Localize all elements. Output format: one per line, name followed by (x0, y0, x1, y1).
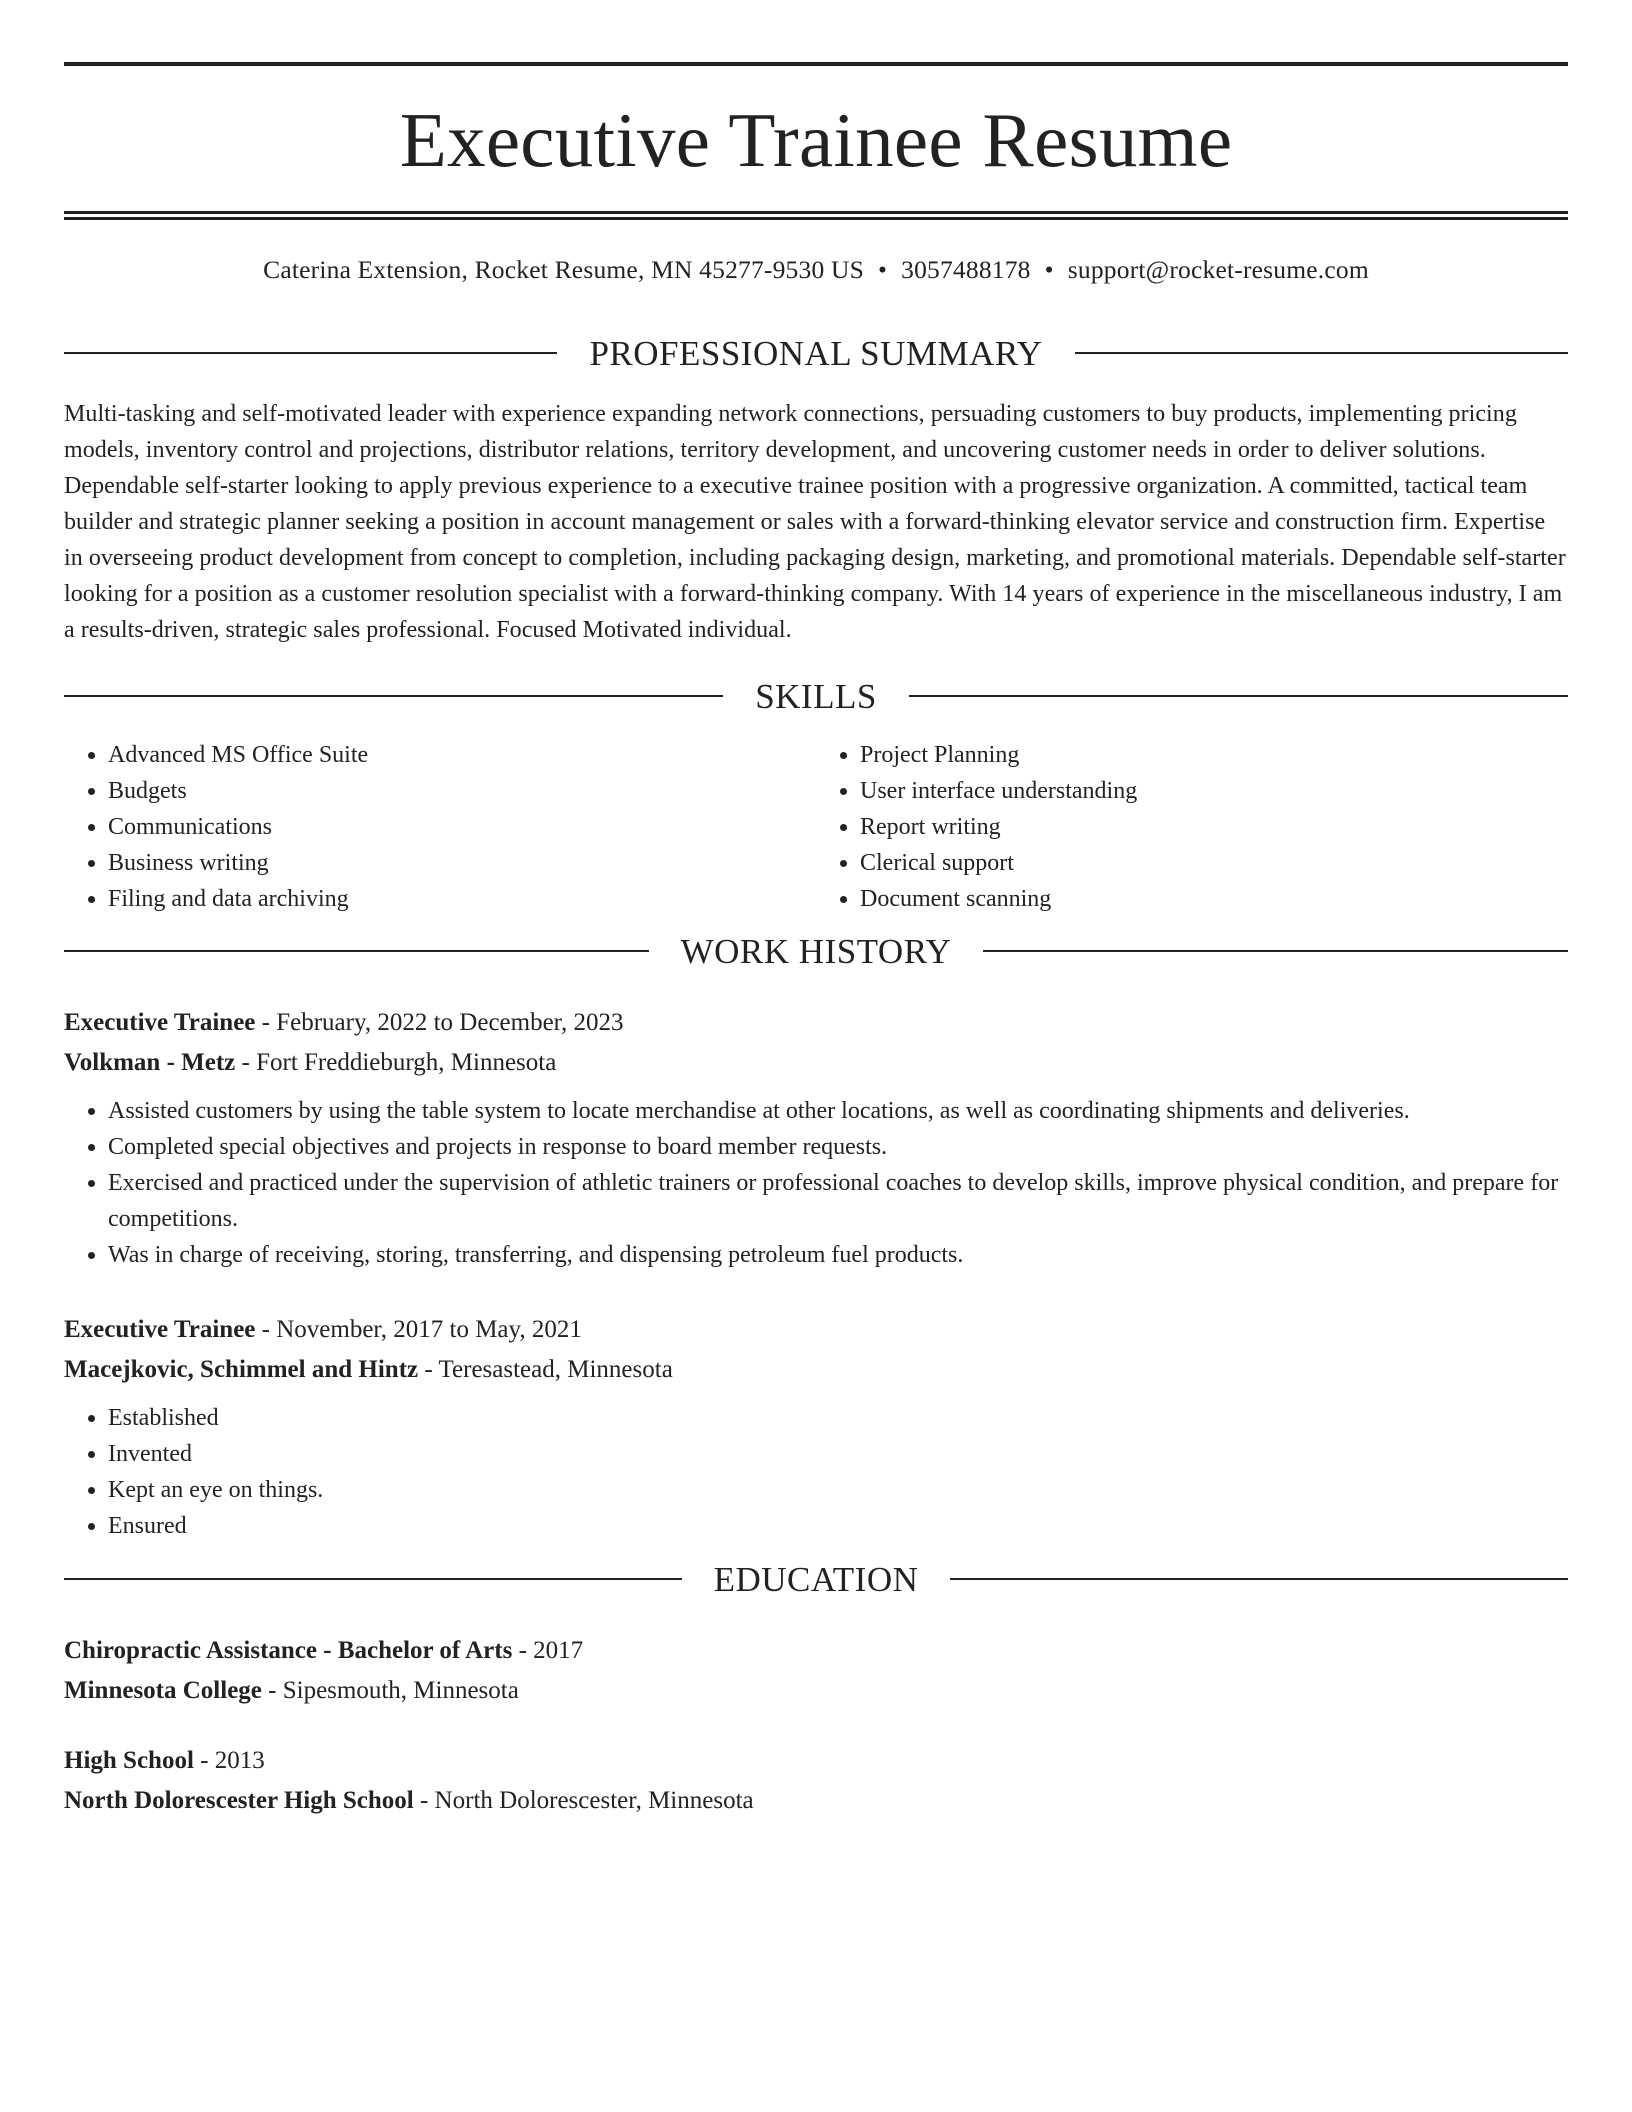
skills-section-heading (64, 676, 1568, 716)
skill-item: • Report writing (860, 809, 1568, 845)
heading-rule-right (950, 1578, 1568, 1580)
education-section-heading (64, 1559, 1568, 1599)
skills-list-left (64, 737, 816, 917)
education-year: - 2013 (193, 1746, 265, 1774)
job-company: Volkman - Metz (64, 1048, 236, 1076)
education-degree: High School (64, 1746, 194, 1774)
skills-columns (64, 737, 1568, 917)
skill-item: • Project Planning (860, 737, 1568, 773)
heading-rule-right (909, 695, 1568, 697)
skill-item: • User interface understanding (860, 773, 1568, 809)
education-location: - Sipesmouth, Minnesota (261, 1676, 519, 1704)
top-rule (64, 62, 1568, 66)
education-school-line (64, 1671, 1568, 1711)
heading-rule-left (64, 695, 723, 697)
title-double-rule (64, 211, 1568, 220)
job-bullets (64, 1400, 1568, 1544)
education-entry (64, 1631, 1568, 1711)
job-title: Executive Trainee (64, 1315, 256, 1343)
job-entry (64, 1003, 1568, 1273)
contact-separator: • (1044, 255, 1054, 284)
contact-separator: • (877, 255, 888, 284)
job-title-line (64, 1310, 1568, 1350)
work-heading-label: WORK HISTORY (680, 931, 952, 971)
heading-rule-right (983, 950, 1568, 952)
job-company-line (64, 1350, 1568, 1390)
job-location: - Teresastead, Minnesota (418, 1355, 673, 1383)
skills-list-right (816, 737, 1568, 917)
skill-item: • Clerical support (860, 845, 1568, 881)
education-degree-line (64, 1631, 1568, 1671)
skills-heading-label: SKILLS (755, 676, 877, 716)
summary-heading-label: PROFESSIONAL SUMMARY (589, 333, 1043, 373)
skill-item: • Advanced MS Office Suite (108, 737, 816, 773)
job-title-line (64, 1003, 1568, 1043)
job-bullet: • Was in charge of receiving, storing, transferring, and dispensing petroleum fuel products. (108, 1237, 1568, 1273)
job-bullet: • Invented (108, 1436, 1568, 1472)
heading-rule-right (1075, 352, 1568, 354)
education-school: Minnesota College (64, 1676, 262, 1704)
job-title: Executive Trainee (64, 1008, 256, 1036)
contact-email: support@rocket-resume.com (1067, 255, 1369, 284)
job-bullet: • Exercised and practiced under the supervision of athletic trainers or professional coaches to develop skills, improve physical condition, and prepare for competitions. (108, 1165, 1568, 1237)
contact-phone: 3057488178 (901, 255, 1031, 284)
job-dates: - February, 2022 to December, 2023 (255, 1008, 624, 1036)
job-company-line (64, 1043, 1568, 1083)
heading-rule-left (64, 352, 557, 354)
skill-item: • Communications (108, 809, 816, 845)
education-entry (64, 1741, 1568, 1821)
job-dates: - November, 2017 to May, 2021 (255, 1315, 582, 1343)
skill-item: • Budgets (108, 773, 816, 809)
skill-item: • Filing and data archiving (108, 881, 816, 917)
education-location: - North Dolorescester, Minnesota (413, 1786, 754, 1814)
heading-rule-left (64, 950, 649, 952)
contact-address: Caterina Extension, Rocket Resume, MN 45277-9530 US (263, 255, 864, 284)
work-section-heading (64, 931, 1568, 971)
skill-item: • Document scanning (860, 881, 1568, 917)
education-degree: Chiropractic Assistance - Bachelor of Arts (64, 1636, 513, 1664)
summary-section-heading (64, 333, 1568, 373)
education-degree-line (64, 1741, 1568, 1781)
job-bullet: • Established (108, 1400, 1568, 1436)
education-heading-label: EDUCATION (713, 1559, 919, 1599)
education-school-line (64, 1781, 1568, 1821)
job-bullet: • Assisted customers by using the table system to locate merchandise at other locations, as well as coordinating shipments and deliveries. (108, 1093, 1568, 1129)
skill-item: • Business writing (108, 845, 816, 881)
job-bullet: • Ensured (108, 1508, 1568, 1544)
job-entry (64, 1310, 1568, 1544)
heading-rule-left (64, 1578, 682, 1580)
job-bullet: • Kept an eye on things. (108, 1472, 1568, 1508)
resume-title: Executive Trainee Resume (399, 97, 1233, 183)
job-bullets (64, 1093, 1568, 1273)
education-year: - 2017 (512, 1636, 584, 1664)
job-location: - Fort Freddieburgh, Minnesota (235, 1048, 557, 1076)
education-school: North Dolorescester High School (64, 1786, 414, 1814)
job-company: Macejkovic, Schimmel and Hintz (64, 1355, 419, 1383)
summary-text: Multi-tasking and self-motivated leader with experience expanding network connections, persuading customers to buy products, implementing pricing models, inventory control and projections, distributor relations, territory development, and uncovering customer needs in order to deliver solutions. Dependable self-starter looking to apply previous experience to a executive trainee position with a progressive organization. A committed, tactical team builder and strategic planner seeking a position in account management or sales with a forward-thinking elevator service and construction firm. Expertise in overseeing product development from concept to completion, including packaging design, marketing, and promotional materials. Dependable self-starter looking for a position as a customer resolution specialist with a forward-thinking company. With 14 years of experience in the miscellaneous industry, I am a results-driven, strategic sales professional. Focused Motivated individual. (64, 400, 1566, 643)
job-bullet: • Completed special objectives and projects in response to board member requests. (108, 1129, 1568, 1165)
contact-line (64, 255, 1568, 286)
